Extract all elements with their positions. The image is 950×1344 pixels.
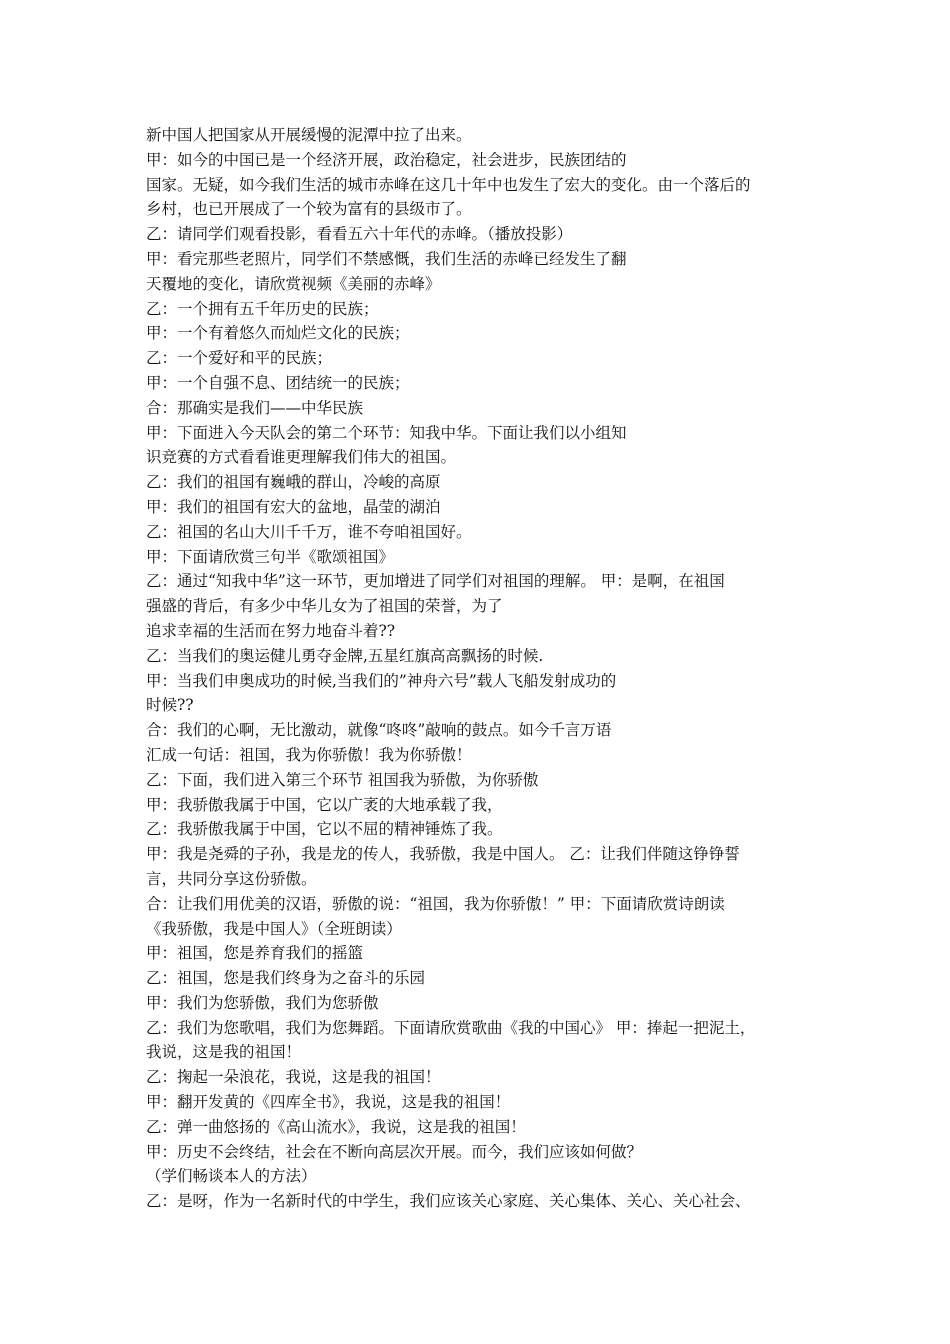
text-line: 甲：我是尧舜的子孙，我是龙的传人，我骄傲，我是中国人。 乙：让我们伴随这铮铮誓 [146,845,740,864]
text-line: 追求幸福的生活而在努力地奋斗着?? [146,621,396,640]
text-line: 乙：当我们的奥运健儿勇夺金牌,五星红旗高高飘扬的时候. [146,646,544,665]
text-line: 甲：当我们申奥成功的时候,当我们的”神舟六号”载人飞船发射成功的 [146,671,617,690]
text-line: 合：那确实是我们——中华民族 [146,398,364,417]
text-line: 甲：翻开发黄的《四库全书》，我说，这是我的祖国！ [146,1093,511,1112]
document-body [146,123,816,1214]
text-line: 甲：历史不会终结，社会在不断向高层次开展。而今，我们应该如何做？ [146,1142,643,1161]
text-line: 乙：是呀，作为一名新时代的中学生，我们应该关心家庭、关心集体、关心、关心社会、 [146,1192,751,1211]
text-line: 甲：祖国，您是养育我们的摇篮 [146,944,364,963]
text-line: 我说，这是我的祖国！ [146,1043,302,1062]
text-line: 《我骄傲，我是中国人》（全班朗读） [146,919,402,938]
text-line: 甲：我骄傲我属于中国，它以广袤的大地承载了我， [146,795,503,814]
text-line: 乙：下面，我们进入第三个环节 祖国我为骄傲，为你骄傲 [146,770,539,789]
text-line: 国家。无疑，如今我们生活的城市赤峰在这几十年中也发生了宏大的变化。由一个落后的 [146,175,751,194]
text-line: 甲：我们为您骄傲，我们为您骄傲 [146,993,379,1012]
text-line: 强盛的背后，有多少中华儿女为了祖国的荣誉，为了 [146,597,503,616]
text-line: 甲：如今的中国已是一个经济开展，政治稳定，社会进步，民族团结的 [146,150,627,169]
text-line: 乙：请同学们观看投影，看看五六十年代的赤峰。（播放投影） [146,225,573,244]
text-line: 乙：我们的祖国有巍峨的群山，冷峻的高原 [146,473,441,492]
text-line: 汇成一句话：祖国，我为你骄傲！我为你骄傲！ [146,745,472,764]
text-line: 甲：看完那些老照片，同学们不禁感慨，我们生活的赤峰已经发生了翻 [146,249,627,268]
text-line: 乙：祖国，您是我们终身为之奋斗的乐园 [146,969,426,988]
text-line: 甲：下面进入今天队会的第二个环节：知我中华。下面让我们以小组知 [146,423,627,442]
text-line: 乙：一个爱好和平的民族； [146,349,333,368]
text-line: 乙：通过“知我中华”这一环节，更加增进了同学们对祖国的理解。 甲：是啊，在祖国 [146,572,725,591]
text-line: 乙：一个拥有五千年历史的民族； [146,299,379,318]
text-line: 甲：下面请欣赏三句半《歌颂祖国》 [146,547,395,566]
text-line: 天覆地的变化，请欣赏视频《美丽的赤峰》 [146,274,441,293]
text-line: 言，共同分享这份骄傲。 [146,869,317,888]
text-line: 乡村，也已开展成了一个较为富有的县级市了。 [146,200,472,219]
text-line: 乙：弹一曲悠扬的《高山流水》，我说，这是我的祖国！ [146,1117,526,1136]
text-line: 识竞赛的方式看看谁更理解我们伟大的祖国。 [146,448,457,467]
text-line: 乙：我骄傲我属于中国，它以不屈的精神锤炼了我。 [146,820,503,839]
text-line: 合：让我们用优美的汉语，骄傲的说：“祖国，我为你骄傲！” 甲：下面请欣赏诗朗读 [146,894,725,913]
text-line: 甲：一个自强不息、团结统一的民族； [146,373,410,392]
text-line: 甲：一个有着悠久而灿烂文化的民族； [146,324,410,343]
text-line: 时候?? [146,696,194,715]
text-line: （学们畅谈本人的方法） [146,1167,317,1186]
text-line: 甲：我们的祖国有宏大的盆地，晶莹的湖泊 [146,497,441,516]
text-line: 合：我们的心啊，无比激动，就像“咚咚”敲响的鼓点。如今千言万语 [146,721,612,740]
text-line: 乙：祖国的名山大川千千万，谁不夸咱祖国好。 [146,522,472,541]
text-line: 乙：掬起一朵浪花，我说，这是我的祖国！ [146,1068,441,1087]
text-line: 乙：我们为您歌唱，我们为您舞蹈。下面请欣赏歌曲《我的中国心》 甲：捧起一把泥土， [146,1018,756,1037]
text-line: 新中国人把国家从开展缓慢的泥潭中拉了出来。 [146,126,472,144]
